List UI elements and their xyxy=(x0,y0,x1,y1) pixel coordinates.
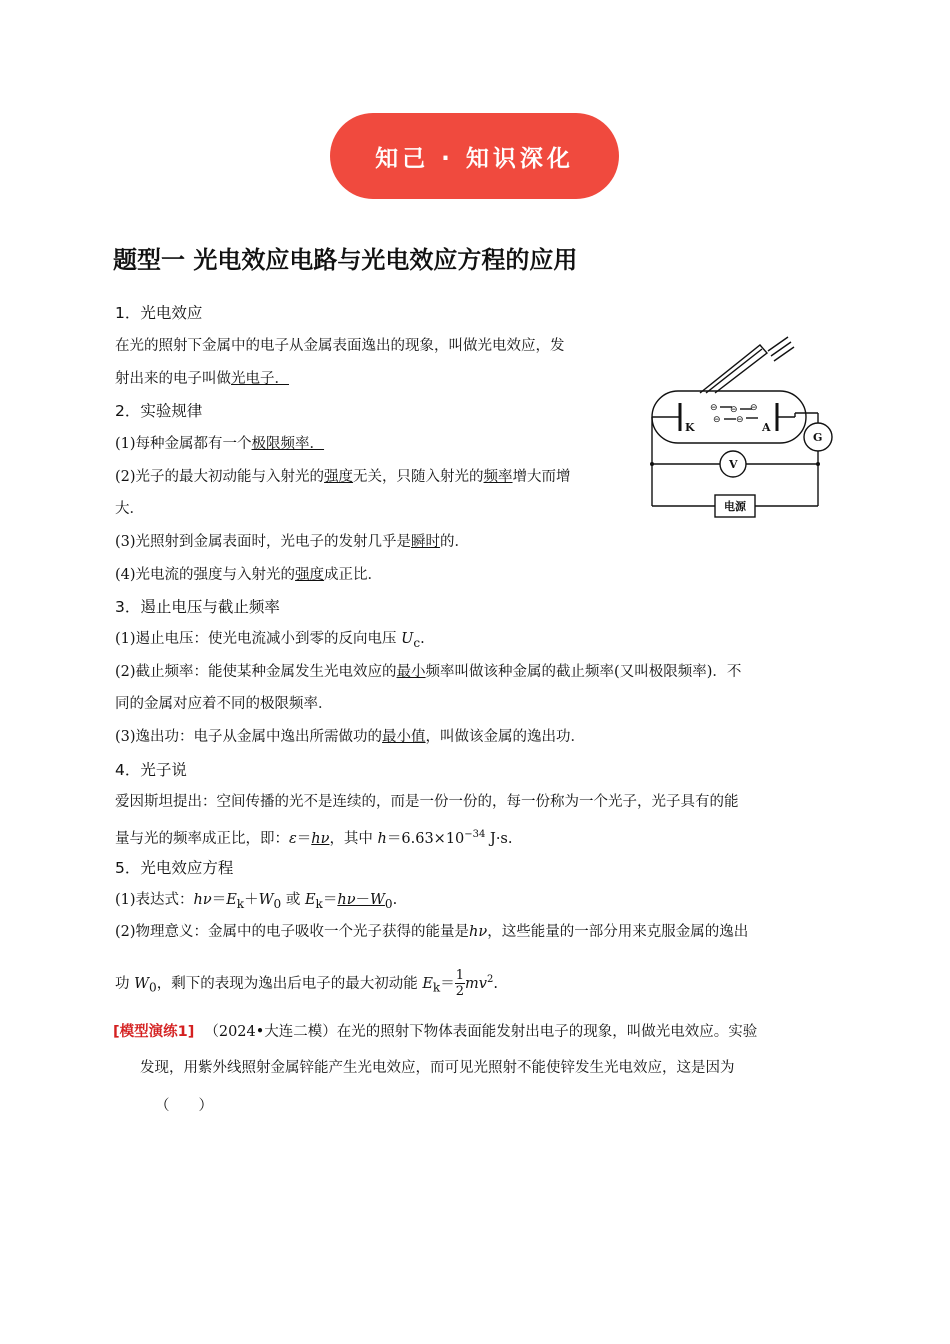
s1-line1: 在光的照射下金属中的电子从金属表面逸出的现象，叫做光电效应，发 xyxy=(115,338,565,354)
variable: E xyxy=(226,892,237,908)
light-window-line xyxy=(706,349,762,393)
s2-item1 xyxy=(115,433,324,455)
anode-label: A xyxy=(762,421,771,434)
s5-item2-line1 xyxy=(115,921,748,943)
text: － xyxy=(355,892,371,908)
s2-item4 xyxy=(115,564,382,586)
answer-underlined: 瞬时 xyxy=(411,534,441,550)
answer-underlined: 最小 xyxy=(396,664,426,680)
variable: U xyxy=(401,631,414,647)
answer-underlined: 强度 xyxy=(295,567,325,583)
text: 成正比． xyxy=(324,567,383,583)
text: . xyxy=(493,975,498,992)
light-ray-1 xyxy=(768,337,788,351)
text: 量与光的频率成正比，即： xyxy=(115,830,289,847)
s1-line2 xyxy=(115,368,289,390)
answer-underlined: 最小值 xyxy=(382,729,426,745)
text: (3)光照射到金属表面时，光电子的发射几乎是 xyxy=(115,534,412,550)
answer-underlined: hν xyxy=(311,830,330,847)
electron-4: ⊖ xyxy=(713,415,721,425)
variable: E xyxy=(304,892,316,908)
section-4-title: 4．光子说 xyxy=(115,761,187,779)
section-1-title: 1．光电效应 xyxy=(115,304,203,322)
exercise-line2: 发现，用紫外线照射金属锌能产生光电效应，而可见光照射不能使锌发生光电效应，这是因为 xyxy=(140,1060,735,1076)
answer-underlined xyxy=(337,892,393,911)
light-ray-2 xyxy=(771,342,791,356)
power-source-label: 电源 xyxy=(724,500,746,513)
s5-item1 xyxy=(115,889,397,915)
exercise-answer-blank: （ ） xyxy=(155,1098,213,1114)
junction-right xyxy=(816,462,820,466)
text: ，其中 xyxy=(329,830,378,847)
junction-left xyxy=(650,462,654,466)
exercise-line1 xyxy=(113,1021,757,1043)
text: (2)光子的最大初动能与入射光的 xyxy=(115,469,325,485)
subscript: c xyxy=(413,635,421,650)
text: 射出来的电子叫做 xyxy=(115,371,231,387)
text: 的． xyxy=(440,534,470,550)
s4-line1: 爱因斯坦提出：空间传播的光不是连续的，而是一份一份的，每一份称为一个光子，光子具有的能 xyxy=(115,794,739,810)
text: J·s. xyxy=(485,830,513,847)
text: (1)遏止电压：使光电流减小到零的反向电压 xyxy=(115,631,402,647)
answer-underlined: 光电子． xyxy=(231,371,289,387)
text: ，叫做该金属的逸出功． xyxy=(425,729,586,745)
text: （2024•大连二模）在光的照射下物体表面能发射出电子的现象，叫做光电效应。实验 xyxy=(204,1024,758,1040)
text: (2)物理意义：金属中的电子吸收一个光子获得的能量是 xyxy=(115,924,470,940)
subscript: k xyxy=(432,980,441,995)
variable: ε xyxy=(289,830,297,847)
variable: hν xyxy=(337,892,356,908)
variable: mv xyxy=(465,975,487,992)
electron-5: ⊖ xyxy=(736,415,744,425)
variable: W xyxy=(134,975,150,992)
variable: W xyxy=(258,892,274,908)
exercise-tag: [模型演练1] xyxy=(113,1024,195,1040)
text: 或 xyxy=(281,892,305,908)
light-ray-3 xyxy=(774,347,794,361)
text: (4)光电流的强度与入射光的 xyxy=(115,567,296,583)
section-3-title: 3．遏止电压与截止频率 xyxy=(115,598,280,616)
electron-2: ⊖ xyxy=(730,405,738,415)
variable: hν xyxy=(193,892,212,908)
s3-item2-cont: 同的金属对应着不同的极限频率． xyxy=(115,696,333,712)
text: ＝ xyxy=(440,975,455,992)
text: ＝ xyxy=(296,830,312,847)
text: ＝ xyxy=(211,892,227,908)
text: (1)每种金属都有一个 xyxy=(115,436,252,452)
section-5-title: 5．光电效应方程 xyxy=(115,859,234,877)
variable: h xyxy=(377,830,387,847)
answer-underlined: 极限频率． xyxy=(251,436,325,452)
s3-item3 xyxy=(115,726,585,748)
s2-item2-cont: 大． xyxy=(115,501,144,517)
page-heading: 题型一 光电效应电路与光电效应方程的应用 xyxy=(113,246,578,274)
text: 无关，只随入射光的 xyxy=(353,469,484,485)
electron-1: ⊖ xyxy=(710,403,718,413)
text: ，这些能量的一部分用来克服金属的逸出 xyxy=(487,924,749,940)
subscript: 0 xyxy=(149,980,157,995)
exponent: −34 xyxy=(464,829,486,840)
text: (3)逸出功：电子从金属中逸出所需做功的 xyxy=(115,729,383,745)
text: 频率叫做该种金属的截止频率(又叫极限频率)．不 xyxy=(425,664,742,680)
text: ，剩下的表现为逸出后电子的最大初动能 xyxy=(156,975,423,992)
photoelectric-circuit-diagram xyxy=(640,333,840,523)
s2-item2 xyxy=(115,466,571,488)
text: ＋ xyxy=(244,892,259,908)
text: ＝ xyxy=(322,892,338,908)
text: ＝6.63×10 xyxy=(386,830,465,847)
variable: E xyxy=(422,975,433,992)
text: 功 xyxy=(115,975,135,992)
fraction xyxy=(455,968,465,999)
text: (1)表达式： xyxy=(115,892,194,908)
exponent: 2 xyxy=(486,974,494,985)
section-banner: 知己 · 知识深化 xyxy=(330,113,619,199)
s4-line2 xyxy=(115,824,512,850)
electron-3: ⊖ xyxy=(750,403,758,413)
subscript: 0 xyxy=(273,896,282,911)
cathode-label: K xyxy=(685,421,695,434)
answer-underlined: 频率 xyxy=(483,469,513,485)
subscript: k xyxy=(315,896,323,911)
numerator: 1 xyxy=(455,968,465,984)
denominator: 2 xyxy=(455,984,465,1000)
subscript: 0 xyxy=(384,896,393,911)
s2-item3 xyxy=(115,531,469,553)
text: (2)截止频率：能使某种金属发生光电效应的 xyxy=(115,664,397,680)
s5-item2-line2 xyxy=(115,960,498,1008)
text: . xyxy=(420,631,425,647)
text: . xyxy=(392,892,398,908)
s3-item2 xyxy=(115,661,741,683)
variable: hν xyxy=(469,924,488,940)
galvanometer-label: G xyxy=(813,431,823,444)
subscript: k xyxy=(236,896,245,911)
text: 增大而增 xyxy=(512,469,571,485)
voltmeter-label: V xyxy=(729,458,738,471)
answer-underlined: 强度 xyxy=(324,469,354,485)
s3-item1 xyxy=(115,628,425,654)
variable: W xyxy=(370,892,385,908)
section-2-title: 2．实验规律 xyxy=(115,402,203,420)
